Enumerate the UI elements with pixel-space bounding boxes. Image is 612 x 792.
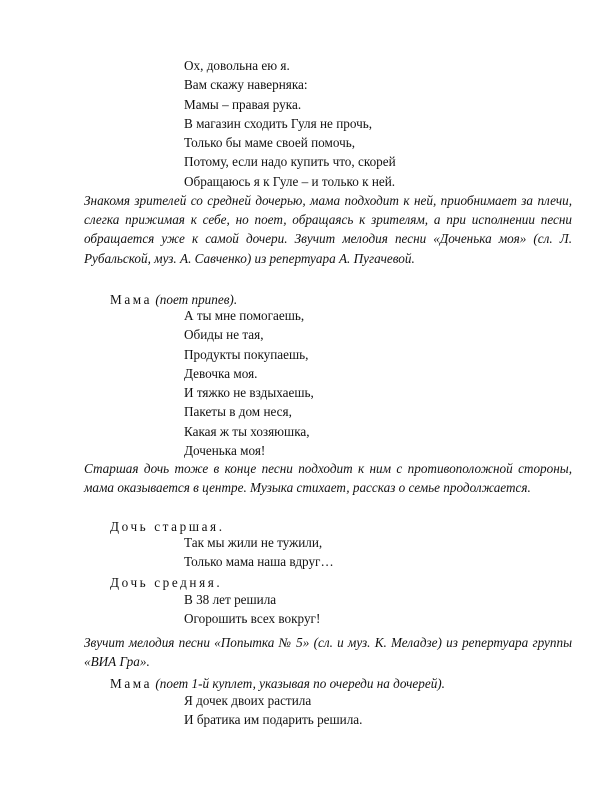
speaker-name: Дочь старшая. xyxy=(110,519,225,534)
verse-line: А ты мне помогаешь, xyxy=(184,308,305,323)
verse-line: Какая ж ты хозяюшка, xyxy=(184,423,310,439)
stage-direction-text: Знакомя зрителей со средней дочерью, мама подходит к ней, приобнимает за плечи, слегка прижимая к себе, но поет, обращаясь к зрителям, а при исполнении песни обращается уже к самой дочери. Звучит мелодия песни «Доченька моя» (сл. Л. Рубальской, муз. А. Савченко) из репертуара А. Пугачевой. xyxy=(84,193,572,266)
verse-line: Девочка моя. xyxy=(184,365,258,381)
stage-direction-text: Старшая дочь тоже в конце песни подходит к ним с противоположной стороны, мама оказывается в центре. Музыка стихает, рассказ о семье продолжается. xyxy=(84,461,572,496)
verse-line: Вам скажу наверняка: xyxy=(184,77,308,93)
verse-line: Только мама наша вдруг… xyxy=(184,554,334,570)
verse-line: В 38 лет решила xyxy=(184,592,277,607)
stage-direction-2 xyxy=(84,459,572,497)
verse-line: Огорошить всех вокруг! xyxy=(184,611,321,627)
verse-line: Мамы – правая рука. xyxy=(184,96,302,112)
speaker-note: (поет припев). xyxy=(155,292,238,307)
verse-line: Пакеты в дом неся, xyxy=(184,404,292,420)
verse-line: Только бы маме своей помочь, xyxy=(184,135,356,151)
verse-line: И братика им подарить решила. xyxy=(184,712,363,728)
verse-line: Ох, довольна ею я. xyxy=(184,58,290,73)
verse-line: Обиды не тая, xyxy=(184,327,264,343)
speaker-name: Мама xyxy=(110,676,153,691)
verse-line: В магазин сходить Гуля не прочь, xyxy=(184,115,373,131)
verse-line: Доченька моя! xyxy=(184,443,266,459)
stage-direction-1 xyxy=(84,191,572,268)
verse-block-4 xyxy=(184,590,320,629)
verse-line: Потому, если надо купить что, скорей xyxy=(184,154,396,170)
verse-line: И тяжко не вздыхаешь, xyxy=(184,385,314,401)
speaker-name: Мама xyxy=(110,292,153,307)
verse-block-1 xyxy=(184,56,396,191)
speaker-name: Дочь средняя. xyxy=(110,575,223,590)
verse-line: Я дочек двоих растила xyxy=(184,693,312,708)
speaker-note: (поет 1-й куплет, указывая по очереди на дочерей). xyxy=(155,676,445,691)
verse-line: Продукты покупаешь, xyxy=(184,346,309,362)
verse-block-5 xyxy=(184,691,362,730)
verse-line: Обращаюсь я к Гуле – и только к ней. xyxy=(184,173,396,189)
stage-direction-3 xyxy=(84,633,572,671)
stage-direction-text: Звучит мелодия песни «Попытка № 5» (сл. и муз. К. Меладзе) из репертуара группы «ВИА Гра». xyxy=(84,635,572,670)
verse-block-2 xyxy=(184,306,314,460)
verse-block-3 xyxy=(184,533,334,572)
verse-line: Так мы жили не тужили, xyxy=(184,535,323,550)
